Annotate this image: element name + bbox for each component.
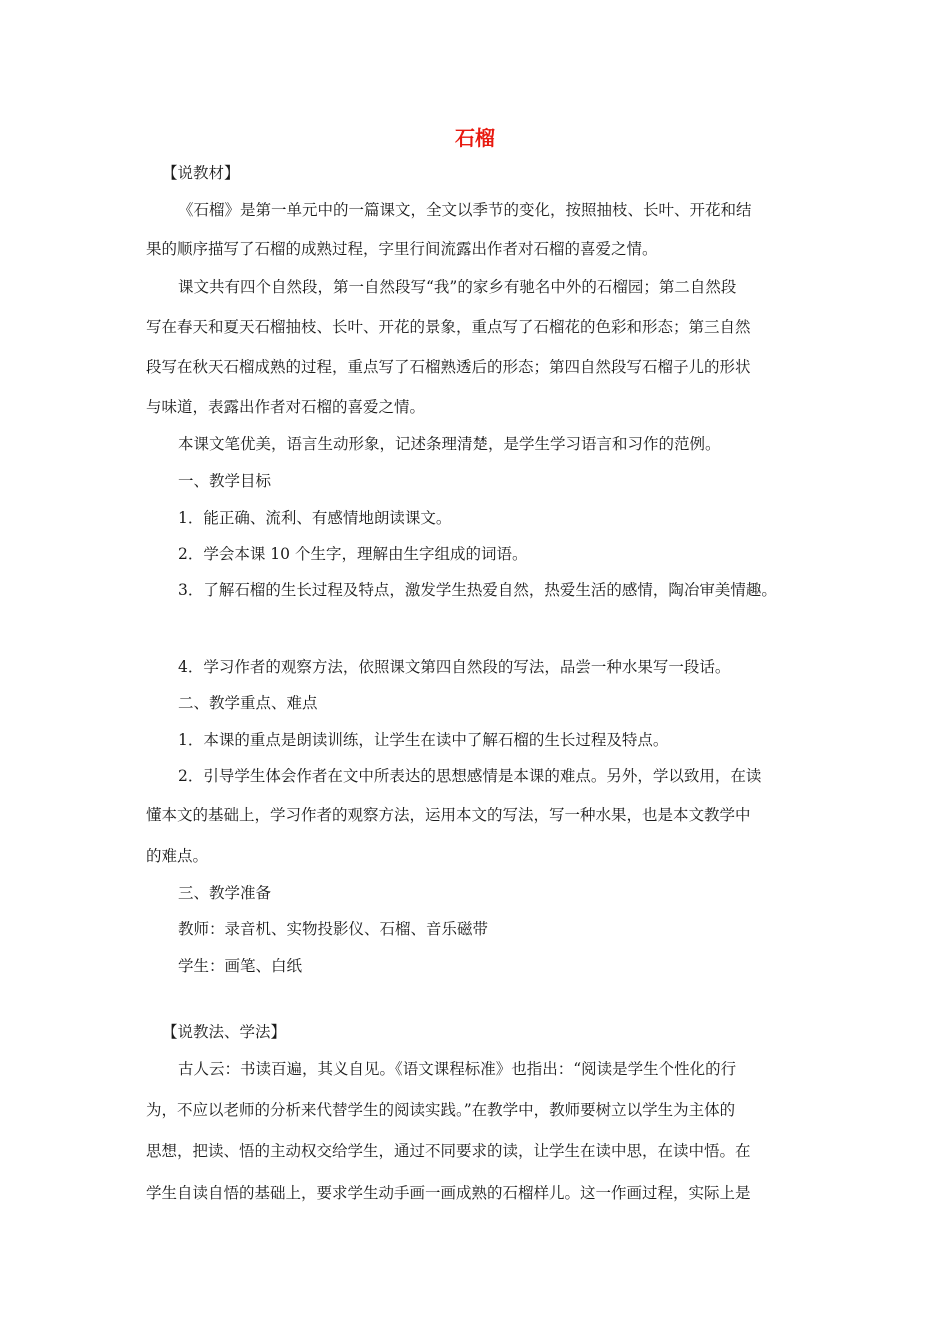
paragraph-line: 段写在秋天石榴成熟的过程，重点写了石榴熟透后的形态；第四自然段写石榴子儿的形状 bbox=[146, 358, 751, 376]
subheading-goals: 一、教学目标 bbox=[178, 472, 272, 490]
key-point-item: 1．本课的重点是朗读训练，让学生在读中了解石榴的生长过程及特点。 bbox=[178, 731, 669, 749]
subheading-preparation: 三、教学准备 bbox=[178, 884, 272, 902]
paragraph-line: 《石榴》是第一单元中的一篇课文，全文以季节的变化，按照抽枝、长叶、开花和结 bbox=[178, 201, 752, 219]
paragraph-line: 古人云：书读百遍，其义自见。《语文课程标准》也指出：“阅读是学生个性化的行 bbox=[178, 1060, 737, 1078]
document-title: 石榴 bbox=[455, 126, 495, 150]
preparation-student: 学生：画笔、白纸 bbox=[178, 957, 303, 975]
paragraph-line: 果的顺序描写了石榴的成熟过程，字里行间流露出作者对石榴的喜爱之情。 bbox=[146, 240, 658, 258]
paragraph-line: 课文共有四个自然段，第一自然段写“我”的家乡有驰名中外的石榴园；第二自然段 bbox=[178, 278, 737, 296]
paragraph-line: 思想，把读、悟的主动权交给学生，通过不同要求的读，让学生在读中思，在读中悟。在 bbox=[146, 1142, 751, 1160]
paragraph-line: 懂本文的基础上，学习作者的观察方法，运用本文的写法，写一种水果，也是本文教学中 bbox=[146, 806, 751, 824]
paragraph-line: 写在春天和夏天石榴抽枝、长叶、开花的景象，重点写了石榴花的色彩和形态；第三自然 bbox=[146, 318, 751, 336]
paragraph-line: 与味道，表露出作者对石榴的喜爱之情。 bbox=[146, 398, 426, 416]
paragraph-line: 的难点。 bbox=[146, 847, 209, 865]
paragraph-line: 学生自读自悟的基础上，要求学生动手画一画成熟的石榴样儿。这一作画过程，实际上是 bbox=[146, 1184, 751, 1202]
section-heading-methods: 【说教法、学法】 bbox=[162, 1023, 287, 1041]
subheading-key-points: 二、教学重点、难点 bbox=[178, 694, 318, 712]
key-point-item: 2．引导学生体会作者在文中所表达的思想感情是本课的难点。另外，学以致用，在读 bbox=[178, 767, 762, 785]
goal-item: 2．学会本课 10 个生字，理解由生字组成的词语。 bbox=[178, 545, 528, 563]
preparation-teacher: 教师：录音机、实物投影仪、石榴、音乐磁带 bbox=[178, 920, 489, 938]
goal-item: 3．了解石榴的生长过程及特点，激发学生热爱自然，热爱生活的感情，陶冶审美情趣。 bbox=[178, 581, 777, 599]
goal-item: 4．学习作者的观察方法，依照课文第四自然段的写法，品尝一种水果写一段话。 bbox=[178, 658, 731, 676]
section-heading-textbook: 【说教材】 bbox=[162, 164, 240, 182]
paragraph-line: 为，不应以老师的分析来代替学生的阅读实践。”在教学中，教师要树立以学生为主体的 bbox=[146, 1101, 736, 1119]
paragraph-line: 本课文笔优美，语言生动形象，记述条理清楚，是学生学习语言和习作的范例。 bbox=[178, 435, 721, 453]
goal-item: 1．能正确、流利、有感情地朗读课文。 bbox=[178, 509, 452, 527]
